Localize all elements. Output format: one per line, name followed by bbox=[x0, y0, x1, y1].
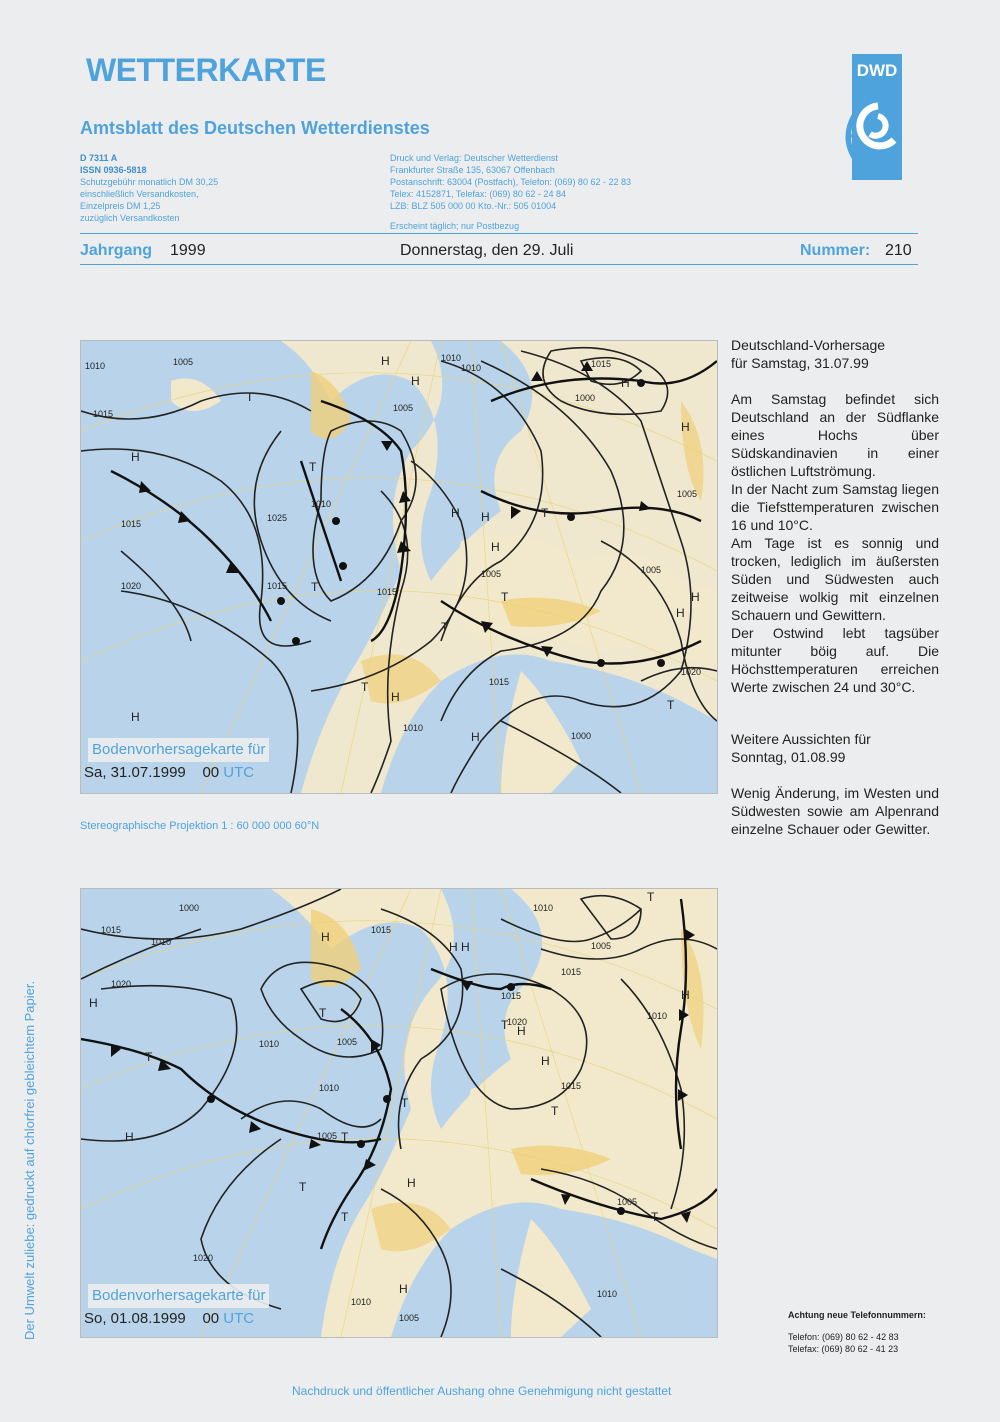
low-pressure-center: T bbox=[145, 1050, 153, 1064]
low-pressure-center: T bbox=[401, 1096, 409, 1110]
low-pressure-center: T bbox=[246, 390, 254, 404]
isobar-label: 1020 bbox=[681, 667, 702, 677]
phone-fax: Telefax: (069) 80 62 - 41 23 bbox=[788, 1344, 899, 1354]
forecast-heading-2: für Samstag, 31.07.99 bbox=[731, 355, 869, 371]
high-pressure-center: H bbox=[451, 506, 460, 520]
forecast-p3: Am Tage ist es sonnig und trocken, lediglich im äußersten Süden und Südwesten auch zeitweise wolkig mit einzelnen Schauern und Gewittern. bbox=[731, 535, 939, 623]
header-rule-bottom bbox=[80, 264, 918, 265]
jahrgang-value: 1999 bbox=[170, 242, 206, 259]
isobar-label: 1005 bbox=[481, 569, 502, 579]
isobar-label: 1010 bbox=[647, 1011, 668, 1021]
forecast-heading-1: Deutschland-Vorhersage bbox=[731, 337, 886, 353]
isobar-label: 1015 bbox=[267, 581, 288, 591]
isobar-label: 1010 bbox=[533, 903, 554, 913]
map2-label: Bodenvorhersagekarte für bbox=[88, 1284, 269, 1308]
high-pressure-center: H bbox=[691, 590, 700, 604]
isobar-label: 1010 bbox=[597, 1289, 618, 1299]
high-pressure-center: H bbox=[125, 1130, 134, 1144]
low-pressure-center: T bbox=[311, 580, 319, 594]
isobar-label: 1015 bbox=[121, 519, 142, 529]
high-pressure-center: H bbox=[681, 420, 690, 434]
isobar-label: 1015 bbox=[489, 677, 510, 687]
low-pressure-center: T bbox=[541, 506, 549, 520]
isobar-label: 1005 bbox=[677, 489, 698, 499]
low-pressure-center: T bbox=[299, 1180, 307, 1194]
high-pressure-center: H bbox=[471, 730, 480, 744]
low-pressure-center: T bbox=[341, 1210, 349, 1224]
low-pressure-center: T bbox=[501, 590, 509, 604]
isobar-label: 1020 bbox=[507, 1017, 528, 1027]
high-pressure-center: H bbox=[481, 510, 490, 524]
high-pressure-center: H bbox=[381, 354, 390, 368]
isobar-label: 1005 bbox=[173, 357, 194, 367]
high-pressure-center: H bbox=[491, 540, 500, 554]
low-pressure-center: T bbox=[501, 1018, 509, 1032]
map2-date: So, 01.08.1999 00 UTC bbox=[84, 1310, 255, 1327]
imprint-left: D 7311 A ISSN 0936-5818 Schutzgebühr monatlich DM 30,25 einschließlich Versandkosten, Einzelpreis DM 1,25 zuzüglich Versandkosten bbox=[80, 153, 219, 223]
high-pressure-center: H bbox=[676, 606, 685, 620]
nummer-label: Nummer: bbox=[800, 242, 871, 259]
isobar-label: 1010 bbox=[311, 499, 332, 509]
low-pressure-center: T bbox=[441, 620, 449, 634]
low-pressure-center: T bbox=[319, 1006, 327, 1020]
page-title: WETTERKARTE bbox=[86, 52, 326, 88]
high-pressure-center: H bbox=[391, 690, 400, 704]
high-pressure-center: H bbox=[541, 1054, 550, 1068]
isobar-label: 1015 bbox=[561, 967, 582, 977]
isobar-label: 1015 bbox=[93, 409, 114, 419]
isobar-label: 1010 bbox=[351, 1297, 372, 1307]
low-pressure-center: T bbox=[341, 1130, 349, 1144]
isobar-label: 1005 bbox=[641, 565, 662, 575]
high-pressure-center: H bbox=[681, 988, 690, 1002]
forecast-p2: In der Nacht zum Samstag liegen die Tiefsttemperaturen zwischen 16 und 10°C. bbox=[731, 481, 939, 533]
high-pressure-center: H bbox=[449, 940, 458, 954]
isobar-label: 1000 bbox=[571, 731, 592, 741]
isobar-label: 1010 bbox=[441, 353, 462, 363]
low-pressure-center: T bbox=[647, 890, 655, 904]
high-pressure-center: H bbox=[621, 376, 630, 390]
isobar-label: 1015 bbox=[591, 359, 612, 369]
isobar-label: 1010 bbox=[319, 1083, 340, 1093]
isobar-label: 1015 bbox=[377, 587, 398, 597]
isobar-label: 1005 bbox=[591, 941, 612, 951]
jahrgang-label: Jahrgang bbox=[80, 242, 153, 259]
high-pressure-center: H bbox=[411, 374, 420, 388]
forecast-p1: Am Samstag befindet sich Deutschland an der Südflanke eines Hochs über Südskandinavien in einer östlichen Luftströmung. bbox=[731, 391, 939, 479]
isobar-label: 1010 bbox=[461, 363, 482, 373]
imprint-right: Druck und Verlag: Deutscher Wetterdienst Frankfurter Straße 135, 63067 Offenbach Postanschrift: 63004 (Postfach), Telefon: (069) 80 62 - 22 83 Telex: 4152871, Telefax: (069) 80 62 - 24 84 LZB: BLZ 505 000 00 Kto.-Nr.: 505 01004 Erscheint täglich; nur Postbezug bbox=[390, 153, 631, 231]
isobar-label: 1015 bbox=[101, 925, 122, 935]
high-pressure-center: H bbox=[461, 940, 470, 954]
isobar-label: 1000 bbox=[179, 903, 200, 913]
forecast-p4: Der Ostwind lebt tagsüber mitunter böig auf. Die Höchsttemperaturen erreichen Werte zwischen 24 und 30°C. bbox=[731, 625, 939, 695]
isobar-label: 1015 bbox=[371, 925, 392, 935]
isobar-label: 1010 bbox=[85, 361, 106, 371]
dwd-logo bbox=[838, 54, 902, 180]
footer-note: Nachdruck und öffentlicher Aushang ohne Genehmigung nicht gestattet bbox=[292, 1384, 672, 1398]
logo-text: DWD bbox=[856, 61, 898, 80]
map1-label: Bodenvorhersagekarte für bbox=[88, 738, 269, 762]
low-pressure-center: T bbox=[651, 1210, 659, 1224]
isobar-label: 1020 bbox=[111, 979, 132, 989]
high-pressure-center: H bbox=[89, 996, 98, 1010]
high-pressure-center: H bbox=[131, 450, 140, 464]
header-rule-top bbox=[80, 233, 918, 234]
low-pressure-center: T bbox=[551, 1104, 559, 1118]
weather-map-sunday bbox=[80, 888, 718, 1338]
isobar-label: 1010 bbox=[403, 723, 424, 733]
outlook-heading-1: Weitere Aussichten für bbox=[731, 731, 871, 747]
isobar-label: 1005 bbox=[337, 1037, 358, 1047]
isobar-label: 1015 bbox=[501, 991, 522, 1001]
isobar-label: 1005 bbox=[317, 1131, 338, 1141]
low-pressure-center: T bbox=[309, 460, 317, 474]
isobar-label: 1000 bbox=[575, 393, 596, 403]
recycling-note: Der Umwelt zuliebe: gedruckt auf chlorfrei gebleichtem Papier. bbox=[22, 980, 37, 1340]
projection-note: Stereographische Projektion 1 : 60 000 000 60°N bbox=[80, 820, 320, 832]
isobar-label: 1020 bbox=[193, 1253, 214, 1263]
low-pressure-center: T bbox=[361, 680, 369, 694]
high-pressure-center: H bbox=[517, 1024, 526, 1038]
low-pressure-center: T bbox=[667, 698, 675, 712]
outlook-text: Wenig Änderung, im Westen und Südwesten sowie am Alpenrand einzelne Schauer oder Gewitter. bbox=[731, 785, 939, 837]
page-subtitle: Amtsblatt des Deutschen Wetterdienstes bbox=[80, 118, 430, 138]
phones-heading: Achtung neue Telefonnummern: bbox=[788, 1310, 926, 1320]
high-pressure-center: H bbox=[407, 1176, 416, 1190]
isobar-label: 1020 bbox=[121, 581, 142, 591]
phone-tel: Telefon: (069) 80 62 - 42 83 bbox=[788, 1332, 899, 1342]
high-pressure-center: H bbox=[399, 1282, 408, 1296]
issue-date: Donnerstag, den 29. Juli bbox=[400, 242, 574, 259]
high-pressure-center: H bbox=[131, 710, 140, 724]
isobar-label: 1010 bbox=[259, 1039, 280, 1049]
high-pressure-center: H bbox=[321, 930, 330, 944]
isobar-label: 1005 bbox=[399, 1313, 420, 1323]
isobar-label: 1010 bbox=[151, 937, 172, 947]
outlook-heading-2: Sonntag, 01.08.99 bbox=[731, 749, 846, 765]
isobar-label: 1025 bbox=[267, 513, 288, 523]
forecast-column bbox=[731, 336, 939, 838]
map1-date: Sa, 31.07.1999 00 UTC bbox=[84, 764, 255, 781]
isobar-label: 1015 bbox=[561, 1081, 582, 1091]
weather-map-saturday bbox=[80, 340, 718, 794]
isobar-label: 1005 bbox=[393, 403, 414, 413]
nummer-value: 210 bbox=[885, 242, 912, 259]
isobar-label: 1005 bbox=[617, 1197, 638, 1207]
